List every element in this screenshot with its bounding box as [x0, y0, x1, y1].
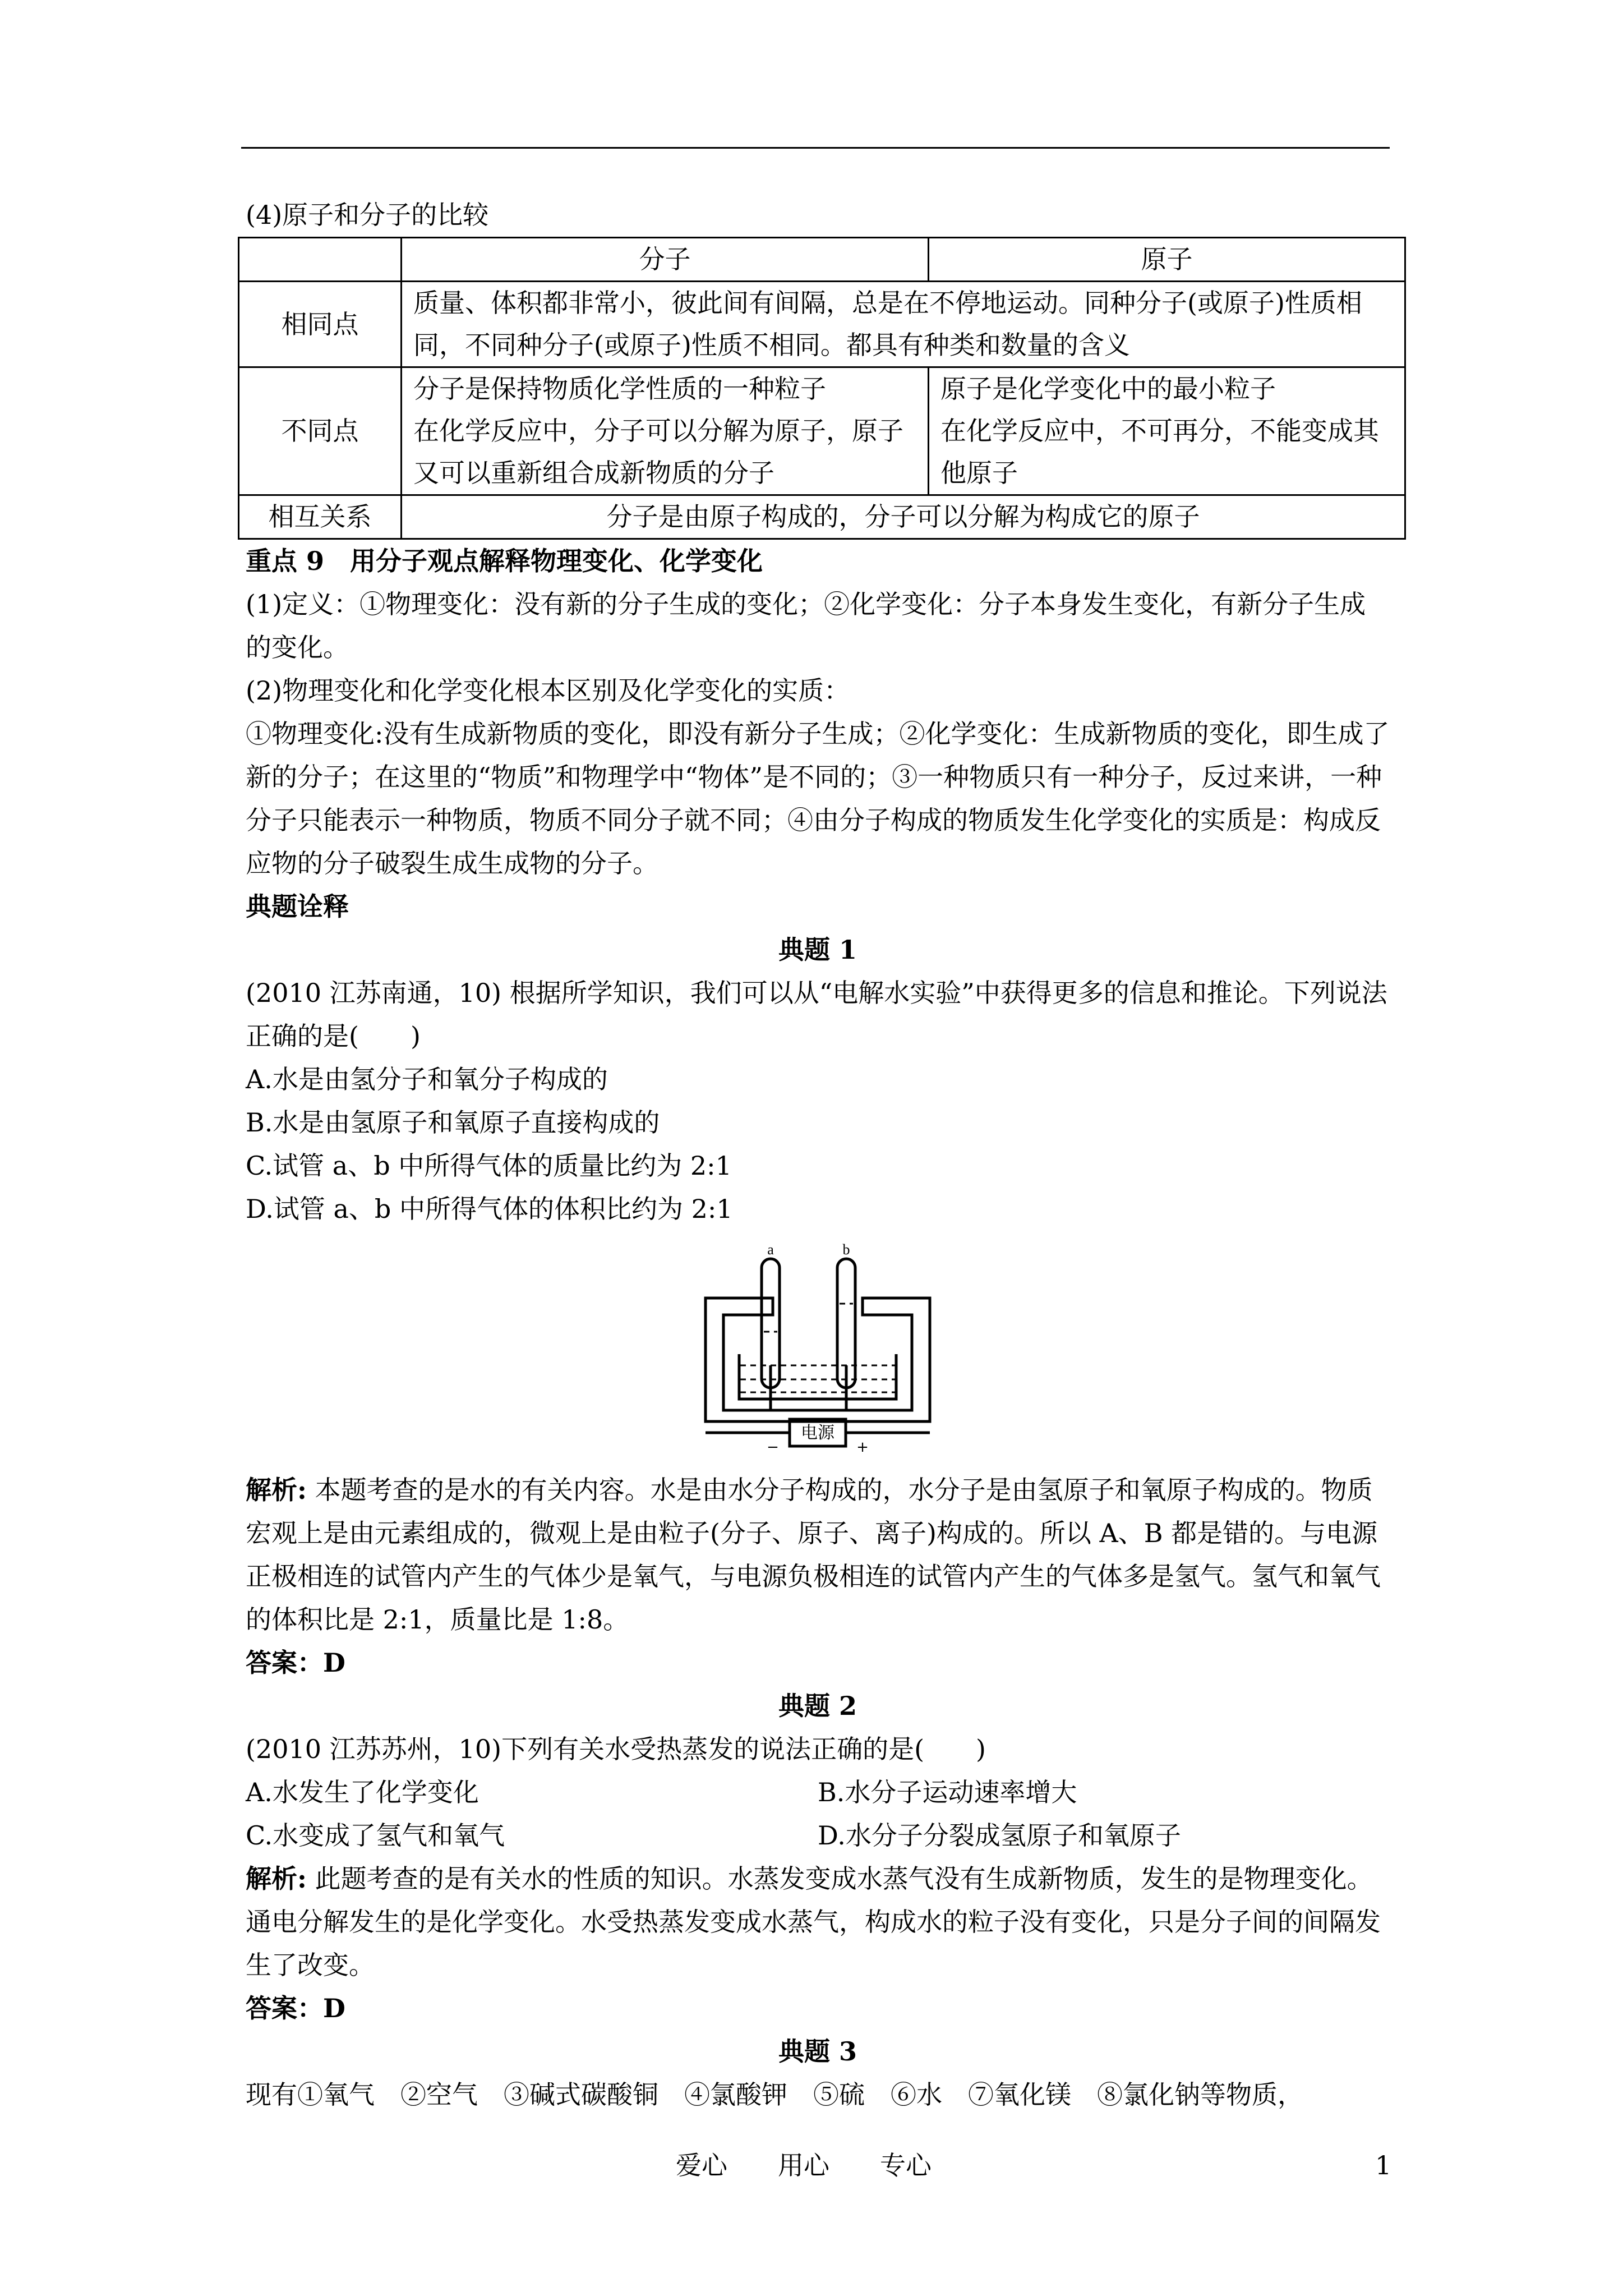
- relation-text: 分子是由原子构成的，分子可以分解为构成它的原子: [402, 495, 1405, 539]
- ex3-title: 典题 3: [778, 2036, 857, 2067]
- key9-title: 重点 9 用分子观点解释物理变化、化学变化: [246, 546, 763, 576]
- header-atom: 原子: [929, 238, 1405, 282]
- footer-slogan-2: 用心: [778, 2150, 829, 2180]
- header-rule: [241, 147, 1390, 149]
- different-molecule-line-2: 在化学反应中，分子可以分解为原子，原子又可以重新组合成新物质的分子: [413, 416, 903, 488]
- table-header-row: [239, 238, 1405, 282]
- ex1-option-c: C.试管 a、b 中所得气体的质量比约为 2:1: [246, 1151, 732, 1181]
- ex1-stem: (2010 江苏南通，10) 根据所学知识，我们可以从“电解水实验”中获得更多的信息和推论。下列说法正确的是( ): [246, 978, 1387, 1051]
- tube-b-label: b: [842, 1242, 850, 1258]
- table-row-similar: [239, 282, 1405, 367]
- ex1-option-d: D.试管 a、b 中所得气体的体积比约为 2:1: [246, 1194, 733, 1224]
- ex1-analysis-label: 解析:: [246, 1475, 307, 1505]
- comparison-table: [238, 237, 1406, 540]
- different-molecule-cell: [402, 367, 929, 495]
- ex2-stem: (2010 江苏苏州，10)下列有关水受热蒸发的说法正确的是( ): [246, 1734, 986, 1764]
- row-label-different-text: 不同点: [281, 416, 359, 446]
- row-label-similar: 相同点: [239, 282, 402, 367]
- page-content: [246, 194, 1390, 2116]
- ex2-options-row-1: [246, 1771, 1390, 1814]
- ex1-option-b: B.水是由氢原子和氧原子直接构成的: [246, 1107, 660, 1138]
- plus-terminal: +: [856, 1439, 869, 1455]
- power-label: 电源: [801, 1423, 834, 1443]
- section-title: (4)原子和分子的比较: [246, 200, 489, 230]
- examples-heading: 典题诠释: [246, 891, 349, 922]
- ex1-option-a: A.水是由氢分子和氧分子构成的: [246, 1064, 608, 1094]
- ex1-title: 典题 1: [778, 935, 857, 965]
- ex2-option-a: A.水发生了化学变化: [246, 1777, 479, 1807]
- key9-paragraph-3: ①物理变化:没有生成新物质的变化，即没有新分子生成；②化学变化：生成新物质的变化，即生成了新的分子；在这里的“物质”和物理学中“物体”是不同的；③一种物质只有一种分子，反过来讲，一种分子只能表示一种物质，物质不同分子就不同；④由分子构成的物质发生化学变化的实质是：构成反应物的分子破裂生成生成物的分子。: [246, 719, 1390, 878]
- row-label-different: [239, 367, 402, 495]
- page-number: 1: [1375, 2150, 1392, 2180]
- ex2-answer: 答案：D: [246, 1993, 345, 2023]
- ex2-title: 典题 2: [778, 1691, 857, 1721]
- ex1-answer: 答案：D: [246, 1648, 345, 1678]
- different-atom-line-2: 在化学反应中，不可再分，不能变成其他原子: [940, 416, 1379, 488]
- ex2-option-b: B.水分子运动速率增大: [818, 1777, 1077, 1807]
- table-row-different: [239, 367, 1405, 495]
- ex3-stem: 现有①氧气 ②空气 ③碱式碳酸铜 ④氯酸钾 ⑤硫 ⑥水 ⑦氧化镁 ⑧氯化钠等物质，: [246, 2079, 1303, 2110]
- ex2-option-d: D.水分子分裂成氢原子和氧原子: [818, 1820, 1181, 1851]
- ex2-analysis-text: 此题考查的是有关水的性质的知识。水蒸发变成水蒸气没有生成新物质，发生的是物理变化。通电分解发生的是化学变化。水受热蒸发变成水蒸气，构成水的粒子没有变化，只是分子间的间隔发生了改变。: [246, 1864, 1381, 1980]
- ex2-analysis: [246, 1857, 1390, 1987]
- key9-paragraph-2: (2)物理变化和化学变化根本区别及化学变化的实质：: [246, 675, 850, 706]
- different-atom-cell: [929, 367, 1405, 495]
- table-row-relation: [239, 495, 1405, 539]
- electrolysis-apparatus-figure: [700, 1242, 935, 1455]
- header-molecule: 分子: [402, 238, 929, 282]
- footer-slogan-3: 专心: [880, 2150, 932, 2180]
- row-label-relation: 相互关系: [239, 495, 402, 539]
- ex2-analysis-label: 解析:: [246, 1864, 307, 1894]
- similar-text: 质量、体积都非常小，彼此间有间隔，总是在不停地运动。同种分子(或原子)性质相同，不同种分子(或原子)性质不相同。都具有种类和数量的含义: [402, 282, 1405, 367]
- different-molecule-line-1: 分子是保持物质化学性质的一种粒子: [413, 374, 826, 404]
- footer-slogan-1: 爱心: [676, 2150, 727, 2180]
- ex1-analysis: [246, 1469, 1390, 1641]
- table-corner-cell: [239, 238, 402, 282]
- different-atom-line-1: 原子是化学变化中的最小粒子: [940, 374, 1276, 404]
- minus-terminal: −: [767, 1439, 779, 1455]
- tube-a-label: a: [767, 1242, 774, 1258]
- footer-slogan: [676, 2148, 982, 2182]
- ex2-options-row-2: [246, 1814, 1390, 1857]
- key9-paragraph-1: (1)定义：①物理变化：没有新的分子生成的变化；②化学变化：分子本身发生变化，有新分子生成的变化。: [246, 589, 1366, 662]
- ex2-option-c: C.水变成了氢气和氧气: [246, 1820, 505, 1851]
- ex1-analysis-text: 本题考查的是水的有关内容。水是由水分子构成的，水分子是由氢原子和氧原子构成的。物质宏观上是由元素组成的，微观上是由粒子(分子、原子、离子)构成的。所以 A、B 都是错的。与电源正极相连的试管内产生的气体少是氧气，与电源负极相连的试管内产生的气体多是氢气。氢气和氧气的体积比是 2:1，质量比是 1:8。: [246, 1475, 1381, 1635]
